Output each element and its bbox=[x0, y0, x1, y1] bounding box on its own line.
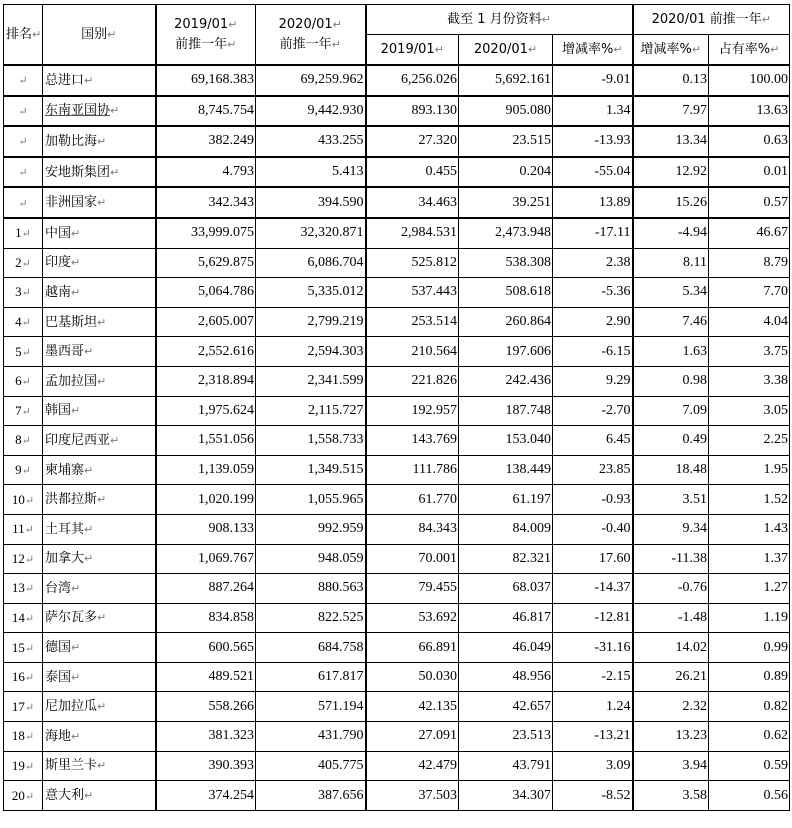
y2020-value-cell: 1,349.515 bbox=[256, 455, 366, 485]
jan-2019-value-cell: 221.826 bbox=[366, 366, 459, 396]
prev-change-cell: 8.11 bbox=[633, 248, 709, 278]
jan-2019-value-cell: 6,256.026 bbox=[366, 65, 459, 96]
country-name-cell: 东南亚国协↵ bbox=[43, 96, 156, 127]
jan-2020-value-cell: 34.307 bbox=[459, 781, 553, 811]
jan-2020-value-cell: 61.197 bbox=[459, 485, 553, 515]
y2019-value-cell: 390.393 bbox=[156, 751, 256, 781]
jan-2019-value-cell: 143.769 bbox=[366, 426, 459, 456]
y2019-value-cell: 1,975.624 bbox=[156, 396, 256, 426]
y2020-value-cell: 822.525 bbox=[256, 603, 366, 633]
jan-2019-value-cell: 42.135 bbox=[366, 692, 459, 722]
jan-change-cell: 2.90 bbox=[553, 307, 633, 337]
import-table bbox=[3, 4, 790, 811]
rank-cell: 12↵ bbox=[4, 544, 43, 574]
rank-cell: 11↵ bbox=[4, 514, 43, 544]
rank-cell: ↵ bbox=[4, 96, 43, 127]
country-name-cell: 泰国↵ bbox=[43, 662, 156, 692]
prev-change-cell: 26.21 bbox=[633, 662, 709, 692]
prev-change-cell: 9.34 bbox=[633, 514, 709, 544]
rank-cell: 8↵ bbox=[4, 426, 43, 456]
country-row bbox=[4, 455, 790, 485]
prev-share-header: 占有率%↵ bbox=[709, 35, 790, 66]
jan-2019-value-cell: 0.455 bbox=[366, 157, 459, 188]
rank-cell: ↵ bbox=[4, 65, 43, 96]
jan-change-cell: -12.81 bbox=[553, 603, 633, 633]
y2020-value-cell: 1,558.733 bbox=[256, 426, 366, 456]
jan-2019-value-cell: 66.891 bbox=[366, 633, 459, 663]
jan-2020-header: 2020/01↵ bbox=[459, 35, 553, 66]
y2020-value-cell: 617.817 bbox=[256, 662, 366, 692]
country-row bbox=[4, 426, 790, 456]
prev-change-cell: 15.26 bbox=[633, 187, 709, 218]
country-row bbox=[4, 692, 790, 722]
jan-2020-value-cell: 2,473.948 bbox=[459, 218, 553, 248]
y2019-value-cell: 1,069.767 bbox=[156, 544, 256, 574]
jan-2020-value-cell: 242.436 bbox=[459, 366, 553, 396]
jan-change-cell: -6.15 bbox=[553, 337, 633, 367]
prev-change-cell: 2.32 bbox=[633, 692, 709, 722]
country-name-cell: 印度↵ bbox=[43, 248, 156, 278]
jan-2020-value-cell: 197.606 bbox=[459, 337, 553, 367]
y2019-value-cell: 1,551.056 bbox=[156, 426, 256, 456]
y2019-value-cell: 908.133 bbox=[156, 514, 256, 544]
jan-2020-value-cell: 508.618 bbox=[459, 278, 553, 308]
share-cell: 1.43 bbox=[709, 514, 790, 544]
prev-change-header: 增减率%↵ bbox=[633, 35, 709, 66]
rank-cell: 6↵ bbox=[4, 366, 43, 396]
jan-2020-value-cell: 23.513 bbox=[459, 722, 553, 752]
country-name-cell: 海地↵ bbox=[43, 722, 156, 752]
prev-change-cell: 7.97 bbox=[633, 96, 709, 127]
prev-change-cell: 7.46 bbox=[633, 307, 709, 337]
y2020-header: 2020/01↵ 前推一年↵ bbox=[256, 5, 366, 66]
jan-2020-value-cell: 153.040 bbox=[459, 426, 553, 456]
jan-2019-value-cell: 893.130 bbox=[366, 96, 459, 127]
jan-2019-header: 2019/01↵ bbox=[366, 35, 459, 66]
y2019-value-cell: 834.858 bbox=[156, 603, 256, 633]
share-cell: 0.56 bbox=[709, 781, 790, 811]
country-row bbox=[4, 514, 790, 544]
y2019-value-cell: 374.254 bbox=[156, 781, 256, 811]
y2020-value-cell: 948.059 bbox=[256, 544, 366, 574]
jan-change-cell: -0.93 bbox=[553, 485, 633, 515]
country-name-cell: 孟加拉国↵ bbox=[43, 366, 156, 396]
y2019-value-cell: 69,168.383 bbox=[156, 65, 256, 96]
jan-2020-value-cell: 84.009 bbox=[459, 514, 553, 544]
y2019-value-cell: 8,745.754 bbox=[156, 96, 256, 127]
jan-2020-value-cell: 138.449 bbox=[459, 455, 553, 485]
rank-cell: ↵ bbox=[4, 126, 43, 157]
y2019-value-cell: 2,318.894 bbox=[156, 366, 256, 396]
jan-2019-value-cell: 61.770 bbox=[366, 485, 459, 515]
jan-2019-value-cell: 27.091 bbox=[366, 722, 459, 752]
prev-change-cell: 5.34 bbox=[633, 278, 709, 308]
share-cell: 3.05 bbox=[709, 396, 790, 426]
share-cell: 3.38 bbox=[709, 366, 790, 396]
y2020-value-cell: 69,259.962 bbox=[256, 65, 366, 96]
prev-change-cell: 14.02 bbox=[633, 633, 709, 663]
country-name-cell: 台湾↵ bbox=[43, 574, 156, 604]
country-row bbox=[4, 662, 790, 692]
jan-2020-value-cell: 5,692.161 bbox=[459, 65, 553, 96]
share-cell: 1.27 bbox=[709, 574, 790, 604]
y2019-value-cell: 5,064.786 bbox=[156, 278, 256, 308]
rank-cell: 20↵ bbox=[4, 781, 43, 811]
jan-2020-value-cell: 905.080 bbox=[459, 96, 553, 127]
jan-change-cell: -0.40 bbox=[553, 514, 633, 544]
country-row bbox=[4, 366, 790, 396]
jan-2019-value-cell: 70.001 bbox=[366, 544, 459, 574]
jan-2020-value-cell: 0.204 bbox=[459, 157, 553, 188]
y2020-value-cell: 431.790 bbox=[256, 722, 366, 752]
y2019-value-cell: 489.521 bbox=[156, 662, 256, 692]
jan-2019-value-cell: 79.455 bbox=[366, 574, 459, 604]
y2019-value-cell: 5,629.875 bbox=[156, 248, 256, 278]
share-cell: 0.89 bbox=[709, 662, 790, 692]
y2020-value-cell: 405.775 bbox=[256, 751, 366, 781]
rank-cell: 13↵ bbox=[4, 574, 43, 604]
jan-change-cell: 3.09 bbox=[553, 751, 633, 781]
y2020-value-cell: 2,594.303 bbox=[256, 337, 366, 367]
y2020-value-cell: 684.758 bbox=[256, 633, 366, 663]
y2020-value-cell: 880.563 bbox=[256, 574, 366, 604]
y2020-value-cell: 992.959 bbox=[256, 514, 366, 544]
rank-cell: 9↵ bbox=[4, 455, 43, 485]
header-row-1 bbox=[4, 5, 790, 35]
share-cell: 3.75 bbox=[709, 337, 790, 367]
country-row bbox=[4, 218, 790, 248]
country-name-cell: 斯里兰卡↵ bbox=[43, 751, 156, 781]
y2020-value-cell: 394.590 bbox=[256, 187, 366, 218]
country-row bbox=[4, 722, 790, 752]
rank-cell: 17↵ bbox=[4, 692, 43, 722]
jan-change-cell: -5.36 bbox=[553, 278, 633, 308]
share-cell: 13.63 bbox=[709, 96, 790, 127]
y2019-value-cell: 2,605.007 bbox=[156, 307, 256, 337]
rank-cell: 10↵ bbox=[4, 485, 43, 515]
share-cell: 100.00 bbox=[709, 65, 790, 96]
share-cell: 4.04 bbox=[709, 307, 790, 337]
prev-change-cell: 0.49 bbox=[633, 426, 709, 456]
share-cell: 0.99 bbox=[709, 633, 790, 663]
jan-2020-value-cell: 39.251 bbox=[459, 187, 553, 218]
jan-change-cell: -13.93 bbox=[553, 126, 633, 157]
jan-2020-value-cell: 260.864 bbox=[459, 307, 553, 337]
rank-cell: 16↵ bbox=[4, 662, 43, 692]
country-name-cell: 柬埔寨↵ bbox=[43, 455, 156, 485]
summary-row bbox=[4, 157, 790, 188]
jan-2019-value-cell: 2,984.531 bbox=[366, 218, 459, 248]
jan-change-header: 增减率%↵ bbox=[553, 35, 633, 66]
country-row bbox=[4, 603, 790, 633]
country-row bbox=[4, 278, 790, 308]
prev-change-cell: 13.34 bbox=[633, 126, 709, 157]
rank-cell: 3↵ bbox=[4, 278, 43, 308]
country-rows bbox=[4, 218, 790, 810]
prev-change-cell: 3.94 bbox=[633, 751, 709, 781]
share-cell: 1.95 bbox=[709, 455, 790, 485]
rank-cell: ↵ bbox=[4, 157, 43, 188]
jan-change-cell: 17.60 bbox=[553, 544, 633, 574]
jan-2020-value-cell: 46.817 bbox=[459, 603, 553, 633]
country-name-cell: 印度尼西亚↵ bbox=[43, 426, 156, 456]
jan-2020-value-cell: 82.321 bbox=[459, 544, 553, 574]
y2020-value-cell: 2,115.727 bbox=[256, 396, 366, 426]
country-name-cell: 安地斯集团↵ bbox=[43, 157, 156, 188]
country-row bbox=[4, 781, 790, 811]
share-cell: 1.19 bbox=[709, 603, 790, 633]
prev-change-cell: 18.48 bbox=[633, 455, 709, 485]
jan-2019-value-cell: 210.564 bbox=[366, 337, 459, 367]
country-row bbox=[4, 485, 790, 515]
share-cell: 0.63 bbox=[709, 126, 790, 157]
jan-change-cell: 2.38 bbox=[553, 248, 633, 278]
rank-cell: 15↵ bbox=[4, 633, 43, 663]
summary-rows bbox=[4, 65, 790, 218]
y2019-value-cell: 558.266 bbox=[156, 692, 256, 722]
y2020-value-cell: 2,799.219 bbox=[256, 307, 366, 337]
y2019-value-cell: 1,139.059 bbox=[156, 455, 256, 485]
y2020-value-cell: 1,055.965 bbox=[256, 485, 366, 515]
jan-change-cell: -55.04 bbox=[553, 157, 633, 188]
jan-change-cell: 6.45 bbox=[553, 426, 633, 456]
jan-change-cell: 1.34 bbox=[553, 96, 633, 127]
prev-change-cell: 0.13 bbox=[633, 65, 709, 96]
country-name-cell: 中国↵ bbox=[43, 218, 156, 248]
jan-2019-value-cell: 111.786 bbox=[366, 455, 459, 485]
country-name-cell: 越南↵ bbox=[43, 278, 156, 308]
jan-2019-value-cell: 253.514 bbox=[366, 307, 459, 337]
y2020-value-cell: 433.255 bbox=[256, 126, 366, 157]
country-row bbox=[4, 544, 790, 574]
jan-change-cell: -17.11 bbox=[553, 218, 633, 248]
jan-change-cell: -14.37 bbox=[553, 574, 633, 604]
country-name-cell: 墨西哥↵ bbox=[43, 337, 156, 367]
country-name-cell: 德国↵ bbox=[43, 633, 156, 663]
jan-change-cell: -8.52 bbox=[553, 781, 633, 811]
rank-cell: 18↵ bbox=[4, 722, 43, 752]
share-cell: 1.52 bbox=[709, 485, 790, 515]
y2019-value-cell: 33,999.075 bbox=[156, 218, 256, 248]
prev-change-cell: -1.48 bbox=[633, 603, 709, 633]
country-name-cell: 巴基斯坦↵ bbox=[43, 307, 156, 337]
jan-2019-value-cell: 50.030 bbox=[366, 662, 459, 692]
share-cell: 2.25 bbox=[709, 426, 790, 456]
prev-change-cell: 3.58 bbox=[633, 781, 709, 811]
y2019-value-cell: 600.565 bbox=[156, 633, 256, 663]
jan-change-cell: -13.21 bbox=[553, 722, 633, 752]
country-row bbox=[4, 751, 790, 781]
rank-cell: 19↵ bbox=[4, 751, 43, 781]
summary-row bbox=[4, 65, 790, 96]
prev-change-cell: 1.63 bbox=[633, 337, 709, 367]
rank-cell: 5↵ bbox=[4, 337, 43, 367]
country-name-cell: 土耳其↵ bbox=[43, 514, 156, 544]
country-row bbox=[4, 633, 790, 663]
jan-2019-value-cell: 84.343 bbox=[366, 514, 459, 544]
share-cell: 7.70 bbox=[709, 278, 790, 308]
jan-change-cell: -2.15 bbox=[553, 662, 633, 692]
y2020-value-cell: 5.413 bbox=[256, 157, 366, 188]
jan-2019-value-cell: 192.957 bbox=[366, 396, 459, 426]
share-cell: 0.62 bbox=[709, 722, 790, 752]
jan-2019-value-cell: 53.692 bbox=[366, 603, 459, 633]
import-statistics-sheet bbox=[3, 4, 789, 825]
rank-cell: 4↵ bbox=[4, 307, 43, 337]
summary-row bbox=[4, 126, 790, 157]
share-cell: 0.57 bbox=[709, 187, 790, 218]
share-cell: 0.82 bbox=[709, 692, 790, 722]
country-name-cell: 洪都拉斯↵ bbox=[43, 485, 156, 515]
jan-2020-value-cell: 23.515 bbox=[459, 126, 553, 157]
country-row bbox=[4, 574, 790, 604]
prev-change-cell: -11.38 bbox=[633, 544, 709, 574]
prev-change-cell: 12.92 bbox=[633, 157, 709, 188]
share-cell: 46.67 bbox=[709, 218, 790, 248]
jan-2019-value-cell: 537.443 bbox=[366, 278, 459, 308]
jan-2019-value-cell: 37.503 bbox=[366, 781, 459, 811]
country-name-cell: 韩国↵ bbox=[43, 396, 156, 426]
y2019-value-cell: 887.264 bbox=[156, 574, 256, 604]
rank-cell: ↵ bbox=[4, 187, 43, 218]
jan-2020-value-cell: 538.308 bbox=[459, 248, 553, 278]
country-name-cell: 意大利↵ bbox=[43, 781, 156, 811]
jan-change-cell: 13.89 bbox=[553, 187, 633, 218]
jan-2020-value-cell: 42.657 bbox=[459, 692, 553, 722]
jan-change-cell: 9.29 bbox=[553, 366, 633, 396]
prev-change-cell: 13.23 bbox=[633, 722, 709, 752]
rank-header: 排名↵ bbox=[4, 5, 43, 66]
summary-row bbox=[4, 96, 790, 127]
y2020-value-cell: 9,442.930 bbox=[256, 96, 366, 127]
jan-2020-value-cell: 48.956 bbox=[459, 662, 553, 692]
summary-row bbox=[4, 187, 790, 218]
share-cell: 0.59 bbox=[709, 751, 790, 781]
jan-change-cell: -9.01 bbox=[553, 65, 633, 96]
jan-change-cell: 23.85 bbox=[553, 455, 633, 485]
y2019-value-cell: 382.249 bbox=[156, 126, 256, 157]
y2020-value-cell: 6,086.704 bbox=[256, 248, 366, 278]
share-cell: 1.37 bbox=[709, 544, 790, 574]
jan-2019-value-cell: 525.812 bbox=[366, 248, 459, 278]
jan-2020-value-cell: 187.748 bbox=[459, 396, 553, 426]
country-name-cell: 总进口↵ bbox=[43, 65, 156, 96]
country-name-cell: 萨尔瓦多↵ bbox=[43, 603, 156, 633]
jan-2019-value-cell: 34.463 bbox=[366, 187, 459, 218]
y2020-value-cell: 387.656 bbox=[256, 781, 366, 811]
rank-cell: 7↵ bbox=[4, 396, 43, 426]
y2020-value-cell: 2,341.599 bbox=[256, 366, 366, 396]
jan-change-cell: -2.70 bbox=[553, 396, 633, 426]
country-name-cell: 非洲国家↵ bbox=[43, 187, 156, 218]
prev-change-cell: -4.94 bbox=[633, 218, 709, 248]
rank-cell: 1↵ bbox=[4, 218, 43, 248]
jan-change-cell: 1.24 bbox=[553, 692, 633, 722]
country-row bbox=[4, 396, 790, 426]
country-header: 国别↵ bbox=[43, 5, 156, 66]
y2019-header: 2019/01↵ 前推一年↵ bbox=[156, 5, 256, 66]
country-name-cell: 加拿大↵ bbox=[43, 544, 156, 574]
rank-cell: 14↵ bbox=[4, 603, 43, 633]
y2019-value-cell: 2,552.616 bbox=[156, 337, 256, 367]
jan-2020-value-cell: 43.791 bbox=[459, 751, 553, 781]
prev-change-cell: -0.76 bbox=[633, 574, 709, 604]
y2019-value-cell: 1,020.199 bbox=[156, 485, 256, 515]
rank-cell: 2↵ bbox=[4, 248, 43, 278]
country-name-cell: 尼加拉瓜↵ bbox=[43, 692, 156, 722]
country-row bbox=[4, 337, 790, 367]
share-cell: 0.01 bbox=[709, 157, 790, 188]
y2019-value-cell: 342.343 bbox=[156, 187, 256, 218]
prev-change-cell: 3.51 bbox=[633, 485, 709, 515]
y2020-value-cell: 571.194 bbox=[256, 692, 366, 722]
jan-2020-value-cell: 46.049 bbox=[459, 633, 553, 663]
y2019-value-cell: 4.793 bbox=[156, 157, 256, 188]
prev-year-group-header: 2020/01 前推一年↵ bbox=[633, 5, 790, 35]
y2020-value-cell: 5,335.012 bbox=[256, 278, 366, 308]
share-cell: 8.79 bbox=[709, 248, 790, 278]
prev-change-cell: 0.98 bbox=[633, 366, 709, 396]
jan-2020-value-cell: 68.037 bbox=[459, 574, 553, 604]
jan-group-header: 截至 1 月份资料↵ bbox=[366, 5, 633, 35]
prev-change-cell: 7.09 bbox=[633, 396, 709, 426]
country-row bbox=[4, 248, 790, 278]
y2019-value-cell: 381.323 bbox=[156, 722, 256, 752]
country-name-cell: 加勒比海↵ bbox=[43, 126, 156, 157]
y2020-value-cell: 32,320.871 bbox=[256, 218, 366, 248]
jan-change-cell: -31.16 bbox=[553, 633, 633, 663]
country-row bbox=[4, 307, 790, 337]
jan-2019-value-cell: 27.320 bbox=[366, 126, 459, 157]
jan-2019-value-cell: 42.479 bbox=[366, 751, 459, 781]
